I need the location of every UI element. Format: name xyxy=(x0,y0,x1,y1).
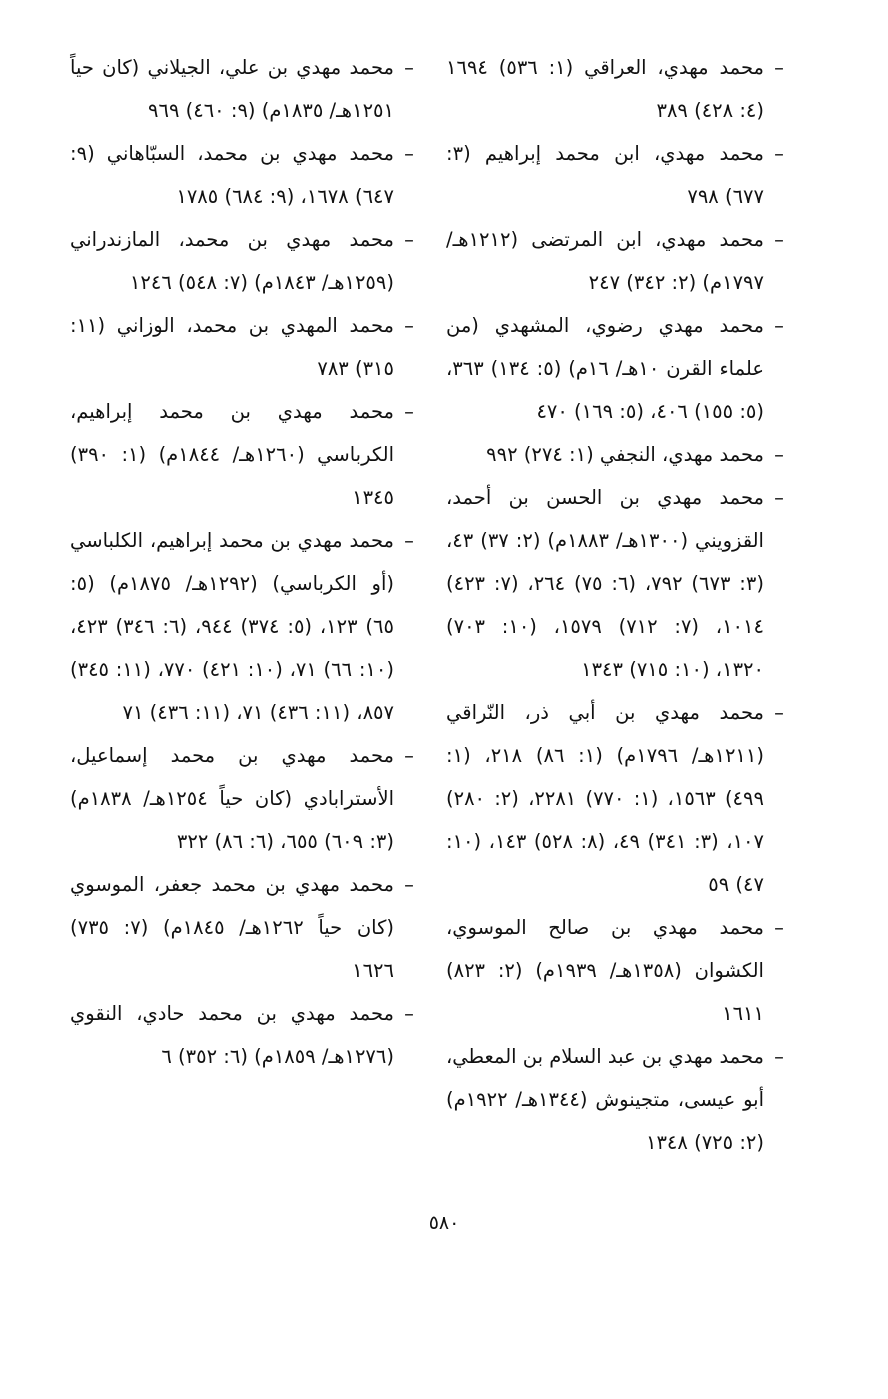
entry-dash: – xyxy=(774,1045,784,1068)
entry-dash: – xyxy=(404,228,414,251)
index-entry xyxy=(70,390,418,519)
entry-dash: – xyxy=(774,56,784,79)
entry-text: محمد مهدي بن علي، الجيلاني (كان حياً ١٢٥١هـ/ ١٨٣٥م) (٩: ٤٦٠) ٩٦٩ xyxy=(70,56,394,122)
index-entry xyxy=(70,734,418,863)
index-entry xyxy=(70,304,418,390)
index-entry xyxy=(446,218,788,304)
entry-text: محمد مهدي بن محمد، السبّاهاني (٩: ٦٤٧) ١٦٧٨، (٩: ٦٨٤) ١٧٨٥ xyxy=(70,142,394,208)
entry-dash: – xyxy=(774,443,784,466)
index-entry xyxy=(70,519,418,734)
entry-text: محمد مهدي بن عبد السلام بن المعطي، أبو عيسى، متجينوش (١٣٤٤هـ/ ١٩٢٢م) (٢: ٧٢٥) ١٣٤٨ xyxy=(445,1045,765,1154)
index-entry xyxy=(446,1035,788,1164)
index-entry xyxy=(446,906,788,1035)
index-entry xyxy=(70,863,418,992)
entry-text: محمد المهدي بن محمد، الوزاني (١١: ٣١٥) ٧٨٣ xyxy=(70,314,394,380)
index-entry xyxy=(446,132,788,218)
entry-dash: – xyxy=(404,314,414,337)
index-entry xyxy=(70,132,418,218)
entry-text: محمد مهدي بن محمد جعفر، الموسوي (كان حياً ١٢٦٢هـ/ ١٨٤٥م) (٧: ٧٣٥) ١٦٢٦ xyxy=(70,873,394,982)
entry-dash: – xyxy=(404,873,414,896)
entry-text: محمد مهدي بن محمد، المازندراني (١٢٥٩هـ/ ١٨٤٣م) (٧: ٥٤٨) ١٢٤٦ xyxy=(70,228,394,294)
entry-dash: – xyxy=(774,314,784,337)
entry-dash: – xyxy=(404,744,414,767)
index-column-left xyxy=(70,46,418,1078)
entry-dash: – xyxy=(774,228,784,251)
index-entry xyxy=(446,476,788,691)
index-entry xyxy=(70,46,418,132)
entry-text: محمد مهدي، ابن المرتضى (١٢١٢هـ/ ١٧٩٧م) (٢: ٣٤٢) ٢٤٧ xyxy=(446,228,764,294)
entry-dash: – xyxy=(774,142,784,165)
entry-text: محمد مهدي بن محمد حادي، النقوي (١٢٧٦هـ/ ١٨٥٩م) (٦: ٣٥٢) ٦ xyxy=(70,1002,394,1068)
entry-text: محمد مهدي، النجفي (١: ٢٧٤) ٩٩٢ xyxy=(486,443,764,466)
entry-text: محمد مهدي رضوي، المشهدي (من علماء القرن ١٠هـ/ ١٦م) (٥: ١٣٤) ٣٦٣، (٥: ١٥٥) ٤٠٦، (٥: ١٦٩) ٤٧٠ xyxy=(446,314,764,423)
index-entry xyxy=(446,691,788,906)
entry-dash: – xyxy=(404,529,414,552)
entry-text: محمد مهدي، العراقي (١: ٥٣٦) ١٦٩٤ (٤: ٤٢٨) ٣٨٩ xyxy=(446,56,764,122)
index-entry xyxy=(446,304,788,433)
entry-text: محمد مهدي، ابن محمد إبراهيم (٣: ٦٧٧) ٧٩٨ xyxy=(446,142,764,208)
entry-text: محمد مهدي بن الحسن بن أحمد، القزويني (١٣٠٠هـ/ ١٨٨٣م) (٢: ٣٧) ٤٣، (٣: ٦٧٣) ٧٩٢، (٦: ٧٥) ٢٦٤، (٧: ٤٢٣) ١٠١٤، (٧: ٧١٢) ١٥٧٩، (١٠: ٧٠٣) ١٣٢٠، (١٠: ٧١٥) ١٣٤٣ xyxy=(446,486,764,681)
index-entry xyxy=(70,218,418,304)
index-entry xyxy=(446,46,788,132)
entry-text: محمد مهدي بن محمد إسماعيل، الأسترابادي (كان حياً ١٢٥٤هـ/ ١٨٣٨م) (٣: ٦٠٩) ٦٥٥، (٦: ٨٦) ٣٢٢ xyxy=(70,744,394,853)
entry-text: محمد مهدي بن محمد إبراهيم، الكلباسي (أو الكرباسي) (١٢٩٢هـ/ ١٨٧٥م) (٥: ٦٥) ١٢٣، (٥: ٣٧٤) ٩٤٤، (٦: ٣٤٦) ٤٢٣، (١٠: ٦٦) ٧١، (١٠: ٤٢١) ٧٧٠، (١١: ٣٤٥) ٨٥٧، (١١: ٤٣٦) ٧١، (١١: ٤٣٦) ٧١ xyxy=(70,529,395,724)
entry-dash: – xyxy=(774,486,784,509)
entry-dash: – xyxy=(404,400,414,423)
index-column-right xyxy=(446,46,788,1164)
entry-dash: – xyxy=(404,56,414,79)
entry-text: محمد مهدي بن أبي ذر، النّراقي (١٢١١هـ/ ١٧٩٦م) (١: ٨٦) ٢١٨، (١: ٤٩٩) ١٥٦٣، (١: ٧٧٠) ٢٢٨١، (٢: ٢٨٠) ١٠٧، (٣: ٣٤١) ٤٩، (٨: ٥٢٨) ١٤٣، (١٠: ٤٧) ٥٩ xyxy=(446,701,764,896)
index-entry xyxy=(446,433,788,476)
entry-dash: – xyxy=(774,916,784,939)
entry-text: محمد مهدي بن محمد إبراهيم، الكرباسي (١٢٦٠هـ/ ١٨٤٤م) (١: ٣٩٠) ١٣٤٥ xyxy=(70,400,394,509)
index-entry xyxy=(70,992,418,1078)
entry-dash: – xyxy=(774,701,784,724)
page-number: ٥٨٠ xyxy=(428,1212,460,1234)
entry-text: محمد مهدي بن صالح الموسوي، الكشوان (١٣٥٨هـ/ ١٩٣٩م) (٢: ٨٢٣) ١٦١١ xyxy=(446,916,764,1025)
entry-dash: – xyxy=(404,1002,414,1025)
entry-dash: – xyxy=(404,142,414,165)
